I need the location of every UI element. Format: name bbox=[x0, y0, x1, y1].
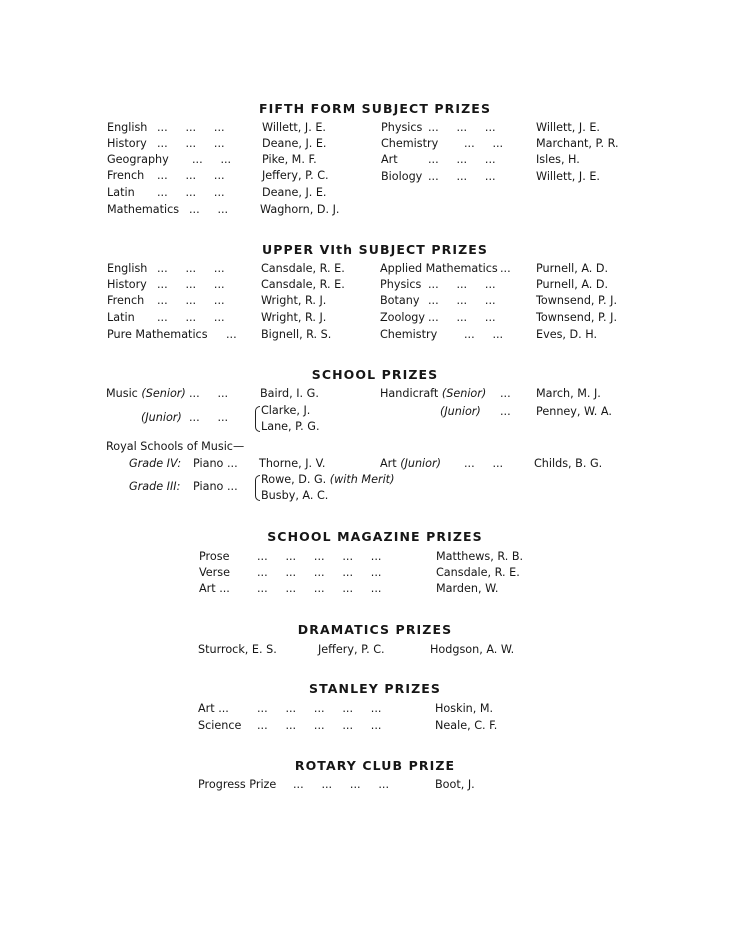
list-item: Sturrock, E. S. bbox=[198, 643, 277, 656]
music-senior-label: Music (Senior) bbox=[106, 387, 186, 400]
section-title-dramatics: DRAMATICS PRIZES bbox=[297, 622, 453, 637]
section-title-rotary: ROTARY CLUB PRIZE bbox=[294, 758, 456, 773]
brace bbox=[255, 406, 260, 432]
list-item: Hodgson, A. W. bbox=[430, 643, 515, 656]
section-title-magazine: SCHOOL MAGAZINE PRIZES bbox=[267, 529, 483, 544]
section-title-school-prizes: SCHOOL PRIZES bbox=[311, 367, 439, 382]
brace bbox=[255, 475, 260, 501]
handicraft-junior-label: (Junior) bbox=[440, 405, 481, 418]
art-junior-label: Art (Junior) bbox=[380, 457, 441, 470]
music-junior-label: (Junior) bbox=[141, 411, 182, 424]
section-title-fifth-form: FIFTH FORM SUBJECT PRIZES bbox=[258, 101, 492, 116]
section-title-upper-sixth: UPPER VIth SUBJECT PRIZES bbox=[261, 242, 488, 257]
handicraft-senior-label: Handicraft (Senior) bbox=[380, 387, 487, 400]
list-item: Jeffery, P. C. bbox=[318, 643, 385, 656]
section-title-stanley: STANLEY PRIZES bbox=[308, 681, 442, 696]
